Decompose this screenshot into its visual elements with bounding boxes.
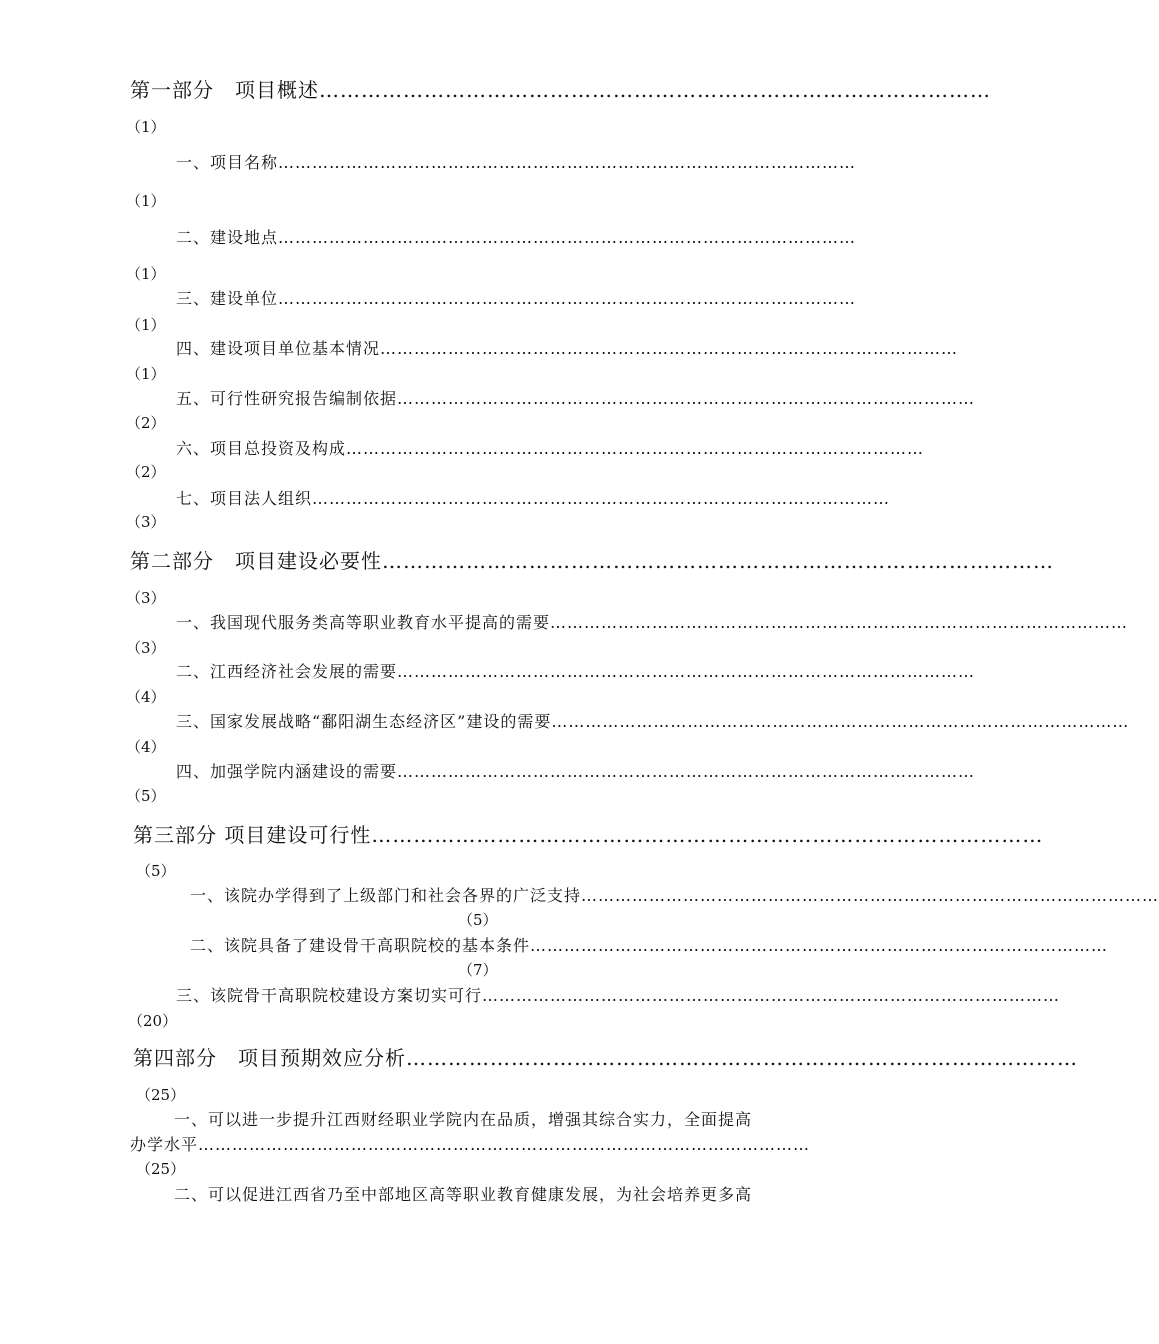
part4-item-1-line1[interactable] — [174, 1112, 834, 1128]
item-label: 二、可以促进江西省乃至中部地区高等职业教育健康发展，为社会培养更多高 — [174, 1185, 753, 1204]
item-label: 一、该院办学得到了上级部门和社会各界的广泛支持 — [190, 886, 582, 905]
dot-leader: ………………………………………………………………………………………… — [346, 439, 925, 458]
part1-item-7-page: （3） — [126, 513, 166, 531]
part2-item-3-page: （4） — [126, 738, 166, 756]
part3-page: （5） — [136, 862, 176, 880]
item-label: 三、该院骨干高职院校建设方案切实可行 — [176, 986, 483, 1005]
item-label: 三、建设单位 — [176, 289, 279, 308]
dot-leader: ………………………………………………………………………………………… — [278, 289, 857, 308]
item-label: 一、可以进一步提升江西财经职业学院内在品质，增强其综合实力，全面提高 — [174, 1110, 753, 1129]
dot-leader: ………………………………………………………………………………………… — [482, 986, 1061, 1005]
dot-leader: ………………………………………………………………………………………… — [550, 613, 1129, 632]
dot-leader: ………………………………………………………………………………………… — [312, 489, 891, 508]
item-label: 四、建设项目单位基本情况 — [176, 339, 381, 358]
dot-leader: …………………………………………………………………………………… — [382, 549, 1054, 573]
dot-leader: ………………………………………………………………………………………… — [278, 153, 857, 172]
part1-item-6[interactable] — [176, 439, 925, 458]
dot-leader: ……………………………………………………………………………………………… — [198, 1135, 811, 1154]
part1-entry[interactable] — [130, 78, 991, 102]
part2-item-1-page: （3） — [126, 639, 166, 657]
part1-item-2[interactable] — [176, 228, 857, 247]
part2-item-3[interactable] — [176, 712, 1130, 731]
dot-leader: …………………………………………………………………………………… — [371, 823, 1044, 847]
part3-item-1-page: （5） — [458, 911, 498, 929]
item-label: 一、项目名称 — [176, 153, 279, 172]
part1-item-4[interactable] — [176, 339, 959, 358]
dot-leader: ………………………………………………………………………………………… — [278, 228, 857, 247]
part4-item-1-line2[interactable] — [130, 1137, 832, 1153]
dot-leader: ………………………………………………………………………………………… — [530, 936, 1109, 955]
part1-item-1[interactable] — [176, 153, 857, 172]
part1-item-3-page: （1） — [126, 316, 166, 334]
part3-title: 第三部分 项目建设可行性 — [133, 823, 372, 847]
item-label: 办学水平 — [130, 1135, 199, 1154]
part4-page: （25） — [136, 1086, 186, 1104]
part1-item-3[interactable] — [176, 289, 857, 308]
part4-item-1-page: （25） — [136, 1160, 186, 1178]
part2-title: 第二部分 项目建设必要性 — [130, 549, 382, 573]
part2-page: （3） — [126, 589, 166, 607]
item-label: 六、项目总投资及构成 — [176, 439, 347, 458]
item-label: 二、该院具备了建设骨干高职院校的基本条件 — [190, 936, 531, 955]
part1-item-1-page: （1） — [126, 192, 166, 210]
item-label: 二、建设地点 — [176, 228, 279, 247]
part4-title: 第四部分 项目预期效应分析 — [133, 1046, 406, 1070]
dot-leader: ………………………………………………………………………………………… — [581, 886, 1159, 905]
part1-item-5-page: （2） — [126, 414, 166, 432]
dot-leader: ………………………………………………………………………………………… — [551, 712, 1130, 731]
part1-item-2-page: （1） — [126, 265, 166, 283]
part1-item-4-page: （1） — [126, 365, 166, 383]
part1-item-6-page: （2） — [126, 463, 166, 481]
part3-item-3[interactable] — [176, 986, 1061, 1005]
part1-page: （1） — [126, 118, 166, 136]
item-label: 七、项目法人组织 — [176, 489, 313, 508]
part2-item-1[interactable] — [176, 613, 1129, 632]
part4-entry[interactable] — [133, 1046, 1078, 1070]
item-label: 二、江西经济社会发展的需要 — [176, 662, 398, 681]
part2-item-2-page: （4） — [126, 688, 166, 706]
part3-item-2[interactable] — [190, 936, 1109, 955]
part2-item-4-page: （5） — [126, 787, 166, 805]
part3-item-2-page: （7） — [458, 961, 498, 979]
part1-item-5[interactable] — [176, 389, 976, 408]
part3-entry[interactable] — [133, 823, 1044, 847]
dot-leader: ………………………………………………………………………………………… — [397, 762, 976, 781]
item-label: 五、可行性研究报告编制依据 — [176, 389, 398, 408]
dot-leader: …………………………………………………………………………………… — [319, 78, 991, 102]
part3-item-1[interactable] — [190, 886, 1159, 905]
part4-item-2-line1[interactable] — [174, 1187, 834, 1203]
part2-item-4[interactable] — [176, 762, 976, 781]
dot-leader: ………………………………………………………………………………………… — [397, 389, 976, 408]
item-label: 四、加强学院内涵建设的需要 — [176, 762, 398, 781]
part1-title: 第一部分 项目概述 — [130, 78, 319, 102]
item-label: 一、我国现代服务类高等职业教育水平提高的需要 — [176, 613, 551, 632]
part2-item-2[interactable] — [176, 662, 976, 681]
dot-leader: ………………………………………………………………………………………… — [397, 662, 976, 681]
part2-entry[interactable] — [130, 549, 1054, 573]
dot-leader: ………………………………………………………………………………………… — [380, 339, 959, 358]
item-label: 三、国家发展战略“鄱阳湖生态经济区”建设的需要 — [176, 712, 552, 731]
part3-item-3-page: （20） — [128, 1012, 178, 1030]
part1-item-7[interactable] — [176, 489, 891, 508]
dot-leader: …………………………………………………………………………………… — [406, 1046, 1078, 1070]
